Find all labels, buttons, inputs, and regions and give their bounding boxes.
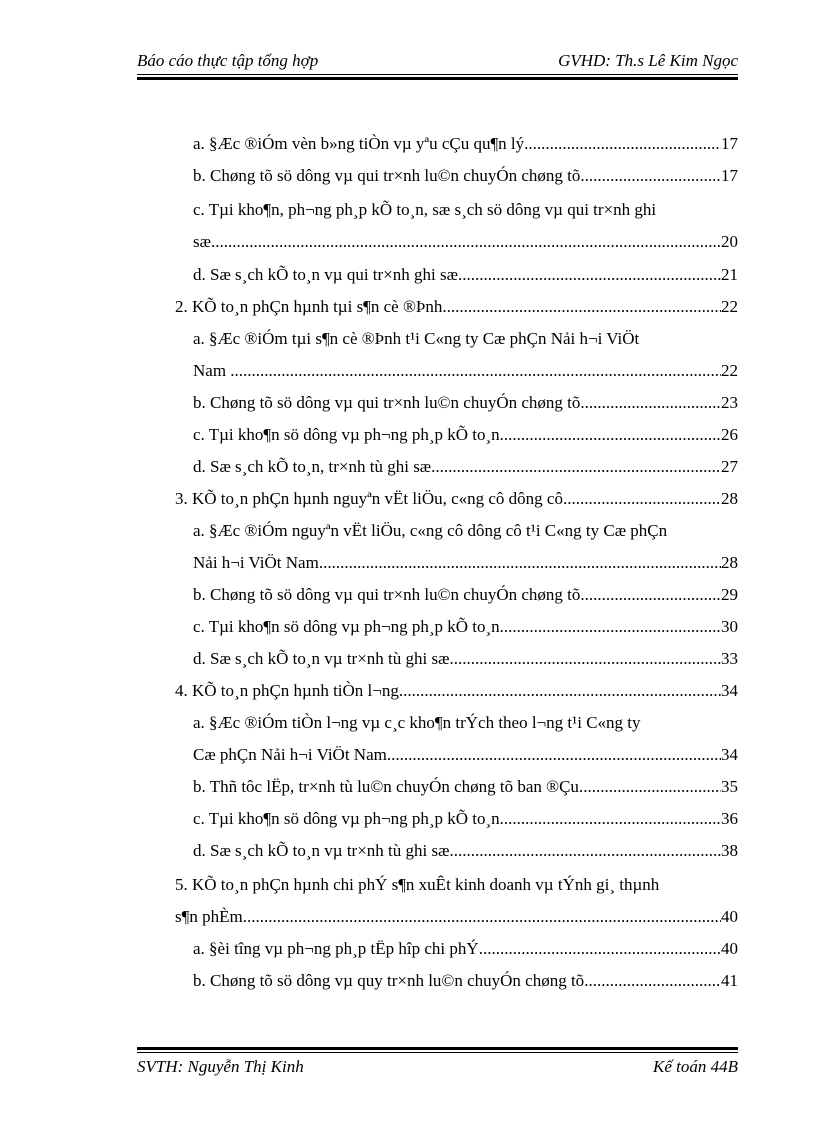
toc-entry: b. Chøng tõ sö dông vµ qui tr×nh lu©n chuyÓn chøng tõ. ..... 17 [193,164,738,188]
toc-entry: b. Thñ tôc lËp, tr×nh tù lu©n chuyÓn chøng tõ ban ®Çu. ..... 35 [193,775,738,799]
toc-section: s¶n phÈm ..... 40 [175,905,738,929]
toc-entry: b. Chøng tõ sö dông vµ quy tr×nh lu©n chuyÓn chøng tõ ..... 41 [193,969,738,993]
toc-entry: c. Tµi kho¶n sö dông vµ ph¬ng ph¸p kÕ to¸n. ..... 36 [193,807,738,831]
toc-entry: Nam . ..... 22 [193,359,738,383]
header-report-title: Báo cáo thực tập tổng hợp [137,51,319,70]
header-supervisor: GVHD: Th.s Lê Kim Ngọc [558,51,738,70]
toc-entry: d. Sæ s¸ch kÕ to¸n, tr×nh tù ghi sæ. ..... 27 [193,455,738,479]
toc-entry: b. Chøng tõ sö dông vµ qui tr×nh lu©n chuyÓn chøng tõ. ..... 29 [193,583,738,607]
toc-entry: a. §Æc ®iÓm tµi s¶n cè ®Þnh t¹i C«ng ty Cæ phÇn Nải h¬i ViÖt [193,329,640,348]
toc-entry: d. Sæ s¸ch kÕ to¸n vµ tr×nh tù ghi sæ. ..... 33 [193,647,738,671]
toc-entry: d. Sæ s¸ch kÕ to¸n vµ qui tr×nh ghi sæ. ..... 21 [193,263,738,287]
page-footer [137,1057,738,1079]
toc-entry: b. Chøng tõ sö dông vµ qui tr×nh lu©n chuyÓn chøng tõ. ..... 23 [193,391,738,415]
toc-entry: c. Tµi kho¶n sö dông vµ ph¬ng ph¸p kÕ to¸n. ..... 26 [193,423,738,447]
footer-student: SVTH: Nguyễn Thị Kinh [137,1057,304,1076]
footer-rule-thick [137,1047,738,1050]
toc-section: 3. KÕ to¸n phÇn hµnh nguyªn vËt liÖu, c«ng cô dông cô. ..... 28 [175,487,738,511]
footer-class: Kế toán 44B [653,1057,738,1076]
toc-entry: sæ. ..... 20 [193,230,738,254]
toc-entry: Nải h¬i ViÖt Nam. ..... 28 [193,551,738,575]
footer-rule-thin [137,1052,738,1053]
toc-entry: a. §èi tîng vµ ph¬ng ph¸p tËp hîp chi phÝ ..... 40 [193,937,738,961]
toc-entry: a. §Æc ®iÓm tiÒn l¬ng vµ c¸c kho¶n trÝch theo l¬ng t¹i C«ng ty [193,713,641,732]
toc-entry: c. Tµi kho¶n sö dông vµ ph¬ng ph¸p kÕ to¸n. ..... 30 [193,615,738,639]
toc-section: 4. KÕ to¸n phÇn hµnh tiÒn l¬ng. ..... 34 [175,679,738,703]
toc-entry: a. §Æc ®iÓm nguyªn vËt liÖu, c«ng cô dông cô t¹i C«ng ty Cæ phÇn [193,521,668,540]
toc-section: 5. KÕ to¸n phÇn hµnh chi phÝ s¶n xuÊt kinh doanh vµ tÝnh gi¸ thµnh [175,875,660,894]
toc-entry: d. Sæ s¸ch kÕ to¸n vµ tr×nh tù ghi sæ. ..... 38 [193,839,738,863]
toc-entry: Cæ phÇn Nải h¬i ViÖt Nam. ..... 34 [193,743,738,767]
toc-section: 2. KÕ to¸n phÇn hµnh tµi s¶n cè ®Þnh. ..... 22 [175,295,738,319]
toc-entry: a. §Æc ®iÓm vèn b»ng tiÒn vµ yªu cÇu qu¶n lý. ..... 17 [193,132,738,156]
toc-entry: c. Tµi kho¶n, ph¬ng ph¸p kÕ to¸n, sæ s¸ch sö dông vµ qui tr×nh ghi [193,200,657,219]
